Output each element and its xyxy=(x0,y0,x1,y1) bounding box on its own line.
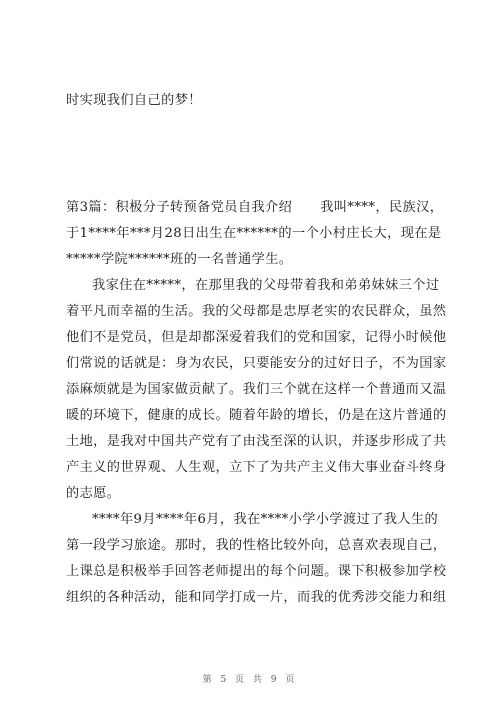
text-run: 土地，是我对中国共产党有了由浅至深的认识，并逐步形成了共 xyxy=(66,434,447,449)
paragraph-line xyxy=(66,533,447,559)
paragraph-line xyxy=(66,325,447,351)
text-run: 产主义的世界观、人生观，立下了为共产主义伟大事业奋斗终身 xyxy=(66,460,447,475)
paragraph-line xyxy=(66,507,438,533)
article-body xyxy=(66,195,447,611)
text-run: 上课总是积极举手回答老师提出的每个问题。课下积极参加学校 xyxy=(66,564,447,579)
paragraph-line xyxy=(66,403,447,429)
page-footer: 第 5 页 共 9 页 xyxy=(202,675,298,685)
paragraph-line xyxy=(66,247,438,273)
text-run: 他们不是党员，但是却都深爱着我们的党和国家，记得小时候他 xyxy=(66,330,447,345)
text-run: 于1****年***月28日出生在******的一个小村庄长大，现在是 xyxy=(66,226,442,241)
paragraph-line xyxy=(66,377,447,403)
text-run: 组织的各种活动，能和同学打成一片，而我的优秀涉交能力和组 xyxy=(66,590,447,605)
text-run: 着平凡而幸福的生活。我的父母都是忠厚老实的农民群众，虽然 xyxy=(66,304,447,319)
paragraph-line xyxy=(66,273,438,299)
paragraph-line xyxy=(66,221,442,247)
paragraph-line xyxy=(66,351,447,377)
text-run: 们常说的话就是：身为农民，只要能安分的过好日子，不为国家 xyxy=(66,356,447,371)
article-title: 第3篇：积极分子转预备党员自我介绍 xyxy=(66,200,293,215)
text-run: 我家住在*****，在那里我的父母带着我和弟弟妹妹三个过 xyxy=(92,278,440,293)
article-heading-line xyxy=(66,195,444,221)
paragraph-line xyxy=(66,585,447,611)
text-run: ****年9月****年6月，我在****小学小学渡过了我人生的 xyxy=(92,512,439,527)
paragraph-line xyxy=(66,429,447,455)
text-run: 暖的环境下，健康的成长。随着年龄的增长，仍是在这片普通的 xyxy=(66,408,447,423)
text-run: 的志愿。 xyxy=(66,486,121,501)
paragraph-line xyxy=(66,299,447,325)
paragraph-line xyxy=(66,559,447,585)
carry-over-paragraph xyxy=(66,88,438,114)
text-run: *****学院******班的一名普通学生。 xyxy=(66,252,293,267)
text-run: 添麻烦就是为国家做贡献了。我们三个就在这样一个普通而又温 xyxy=(66,382,447,397)
paragraph-line xyxy=(66,481,438,507)
text-run: 我叫****，民族汉， xyxy=(320,200,444,215)
text-run: 第一段学习旅途。那时，我的性格比较外向，总喜欢表现自己， xyxy=(66,538,447,553)
paragraph-line xyxy=(66,455,447,481)
paragraph-line: 时实现我们自己的梦！ xyxy=(66,93,202,108)
